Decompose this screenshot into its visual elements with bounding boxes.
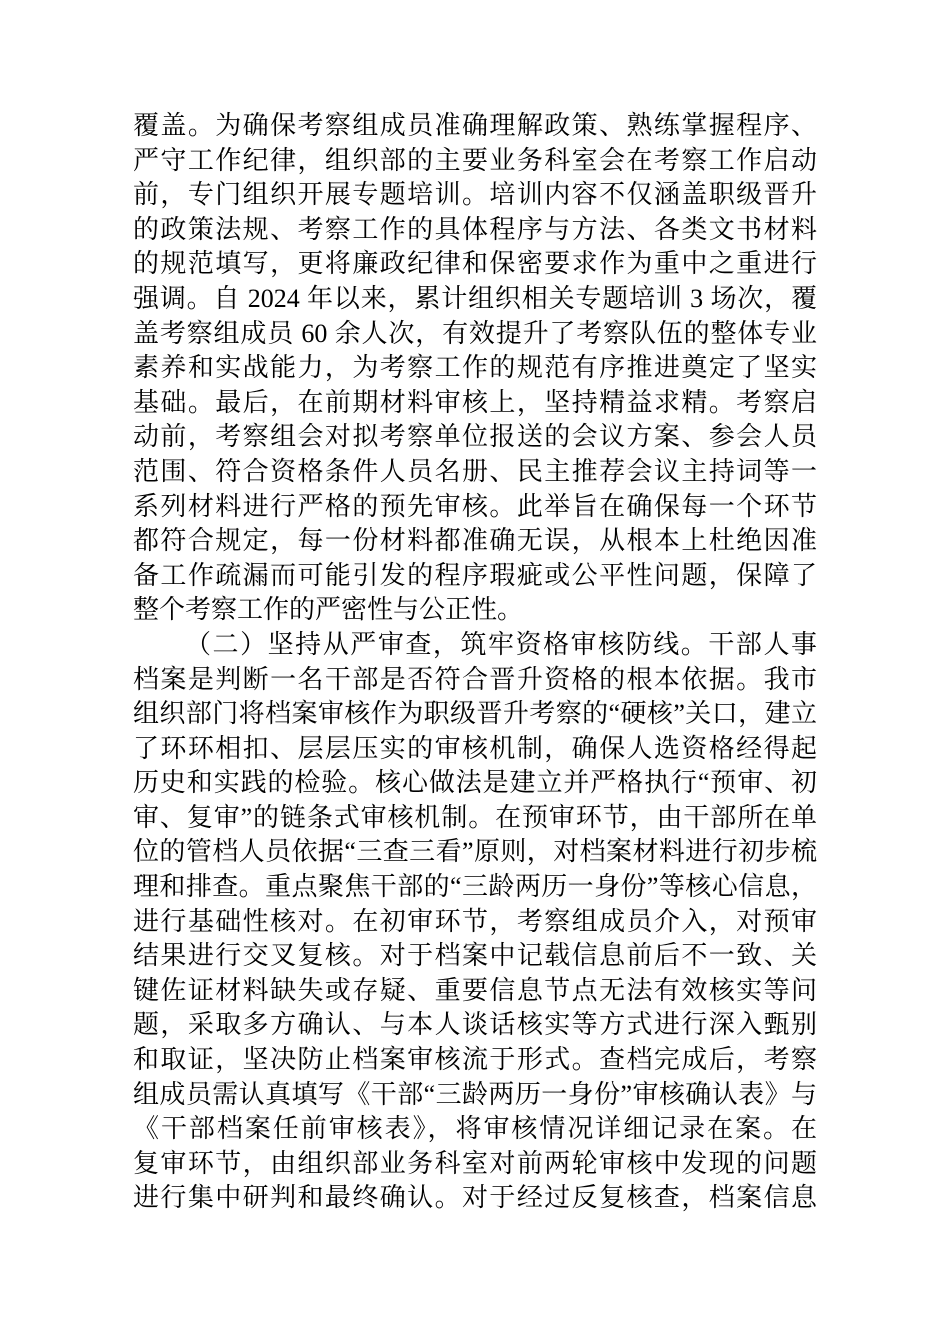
text-line: 动前，考察组会对拟考察单位报送的会议方案、参会人员 — [133, 422, 817, 452]
text-line: 和取证，坚决防止档案审核流于形式。查档完成后，考察 — [133, 1045, 817, 1075]
text-line: 理和排查。重点聚焦干部的“三龄两历一身份”等核心信息， — [133, 872, 817, 902]
text-line: 复审环节，由组织部业务科室对前两轮审核中发现的问题 — [133, 1148, 817, 1178]
text-line: 结果进行交叉复核。对于档案中记载信息前后不一致、关 — [133, 941, 817, 971]
document-body — [133, 109, 817, 1216]
text-line: 基础。最后，在前期材料审核上，坚持精益求精。考察启 — [133, 387, 817, 417]
text-line: 组成员需认真填写《干部“三龄两历一身份”审核确认表》与 — [133, 1079, 817, 1109]
text-line-paragraph-end: 整个考察工作的严密性与公正性。 — [133, 595, 524, 625]
text-line: 素养和实战能力，为考察工作的规范有序推进奠定了坚实 — [133, 353, 817, 383]
text-line: 备工作疏漏而可能引发的程序瑕疵或公平性问题，保障了 — [133, 560, 817, 590]
text-line: 盖考察组成员 60 余人次，有效提升了考察队伍的整体专业 — [133, 318, 817, 348]
text-line: 进行集中研判和最终确认。对于经过反复核查，档案信息 — [133, 1183, 817, 1213]
text-line: 严守工作纪律，组织部的主要业务科室会在考察工作启动 — [133, 145, 817, 175]
text-line: 进行基础性核对。在初审环节，考察组成员介入，对预审 — [133, 906, 817, 936]
text-line: 档案是判断一名干部是否符合晋升资格的根本依据。我市 — [133, 664, 817, 694]
text-line: 的政策法规、考察工作的具体程序与方法、各类文书材料 — [133, 214, 817, 244]
text-line: 题，采取多方确认、与本人谈话核实等方式进行深入甄别 — [133, 1010, 817, 1040]
text-line: 组织部门将档案审核作为职级晋升考察的“硬核”关口，建立 — [133, 699, 817, 729]
text-line: 系列材料进行严格的预先审核。此举旨在确保每一个环节 — [133, 491, 817, 521]
text-line: 《干部档案任前审核表》，将审核情况详细记录在案。在 — [133, 1114, 817, 1144]
text-line: 覆盖。为确保考察组成员准确理解政策、熟练掌握程序、 — [133, 111, 817, 140]
text-line: 键佐证材料缺失或存疑、重要信息节点无法有效核实等问 — [133, 975, 817, 1005]
text-line: 强调。自 2024 年以来，累计组织相关专题培训 3 场次，覆 — [133, 283, 817, 313]
text-line: 位的管档人员依据“三查三看”原则，对档案材料进行初步梳 — [133, 837, 817, 867]
text-line: 了环环相扣、层层压实的审核机制，确保人选资格经得起 — [133, 733, 817, 763]
text-line: 的规范填写，更将廉政纪律和保密要求作为重中之重进行 — [133, 249, 817, 279]
text-line: 历史和实践的检验。核心做法是建立并严格执行“预审、初 — [133, 768, 817, 798]
text-line: 范围、符合资格条件人员名册、民主推荐会议主持词等一 — [133, 456, 817, 486]
text-line: 审、复审”的链条式审核机制。在预审环节，由干部所在单 — [133, 802, 817, 832]
text-line: 前，专门组织开展专题培训。培训内容不仅涵盖职级晋升 — [133, 180, 817, 210]
text-line: 都符合规定，每一份材料都准确无误，从根本上杜绝因准 — [133, 526, 817, 556]
text-line-paragraph-start: （二）坚持从严审查，筑牢资格审核防线。干部人事 — [185, 629, 817, 659]
